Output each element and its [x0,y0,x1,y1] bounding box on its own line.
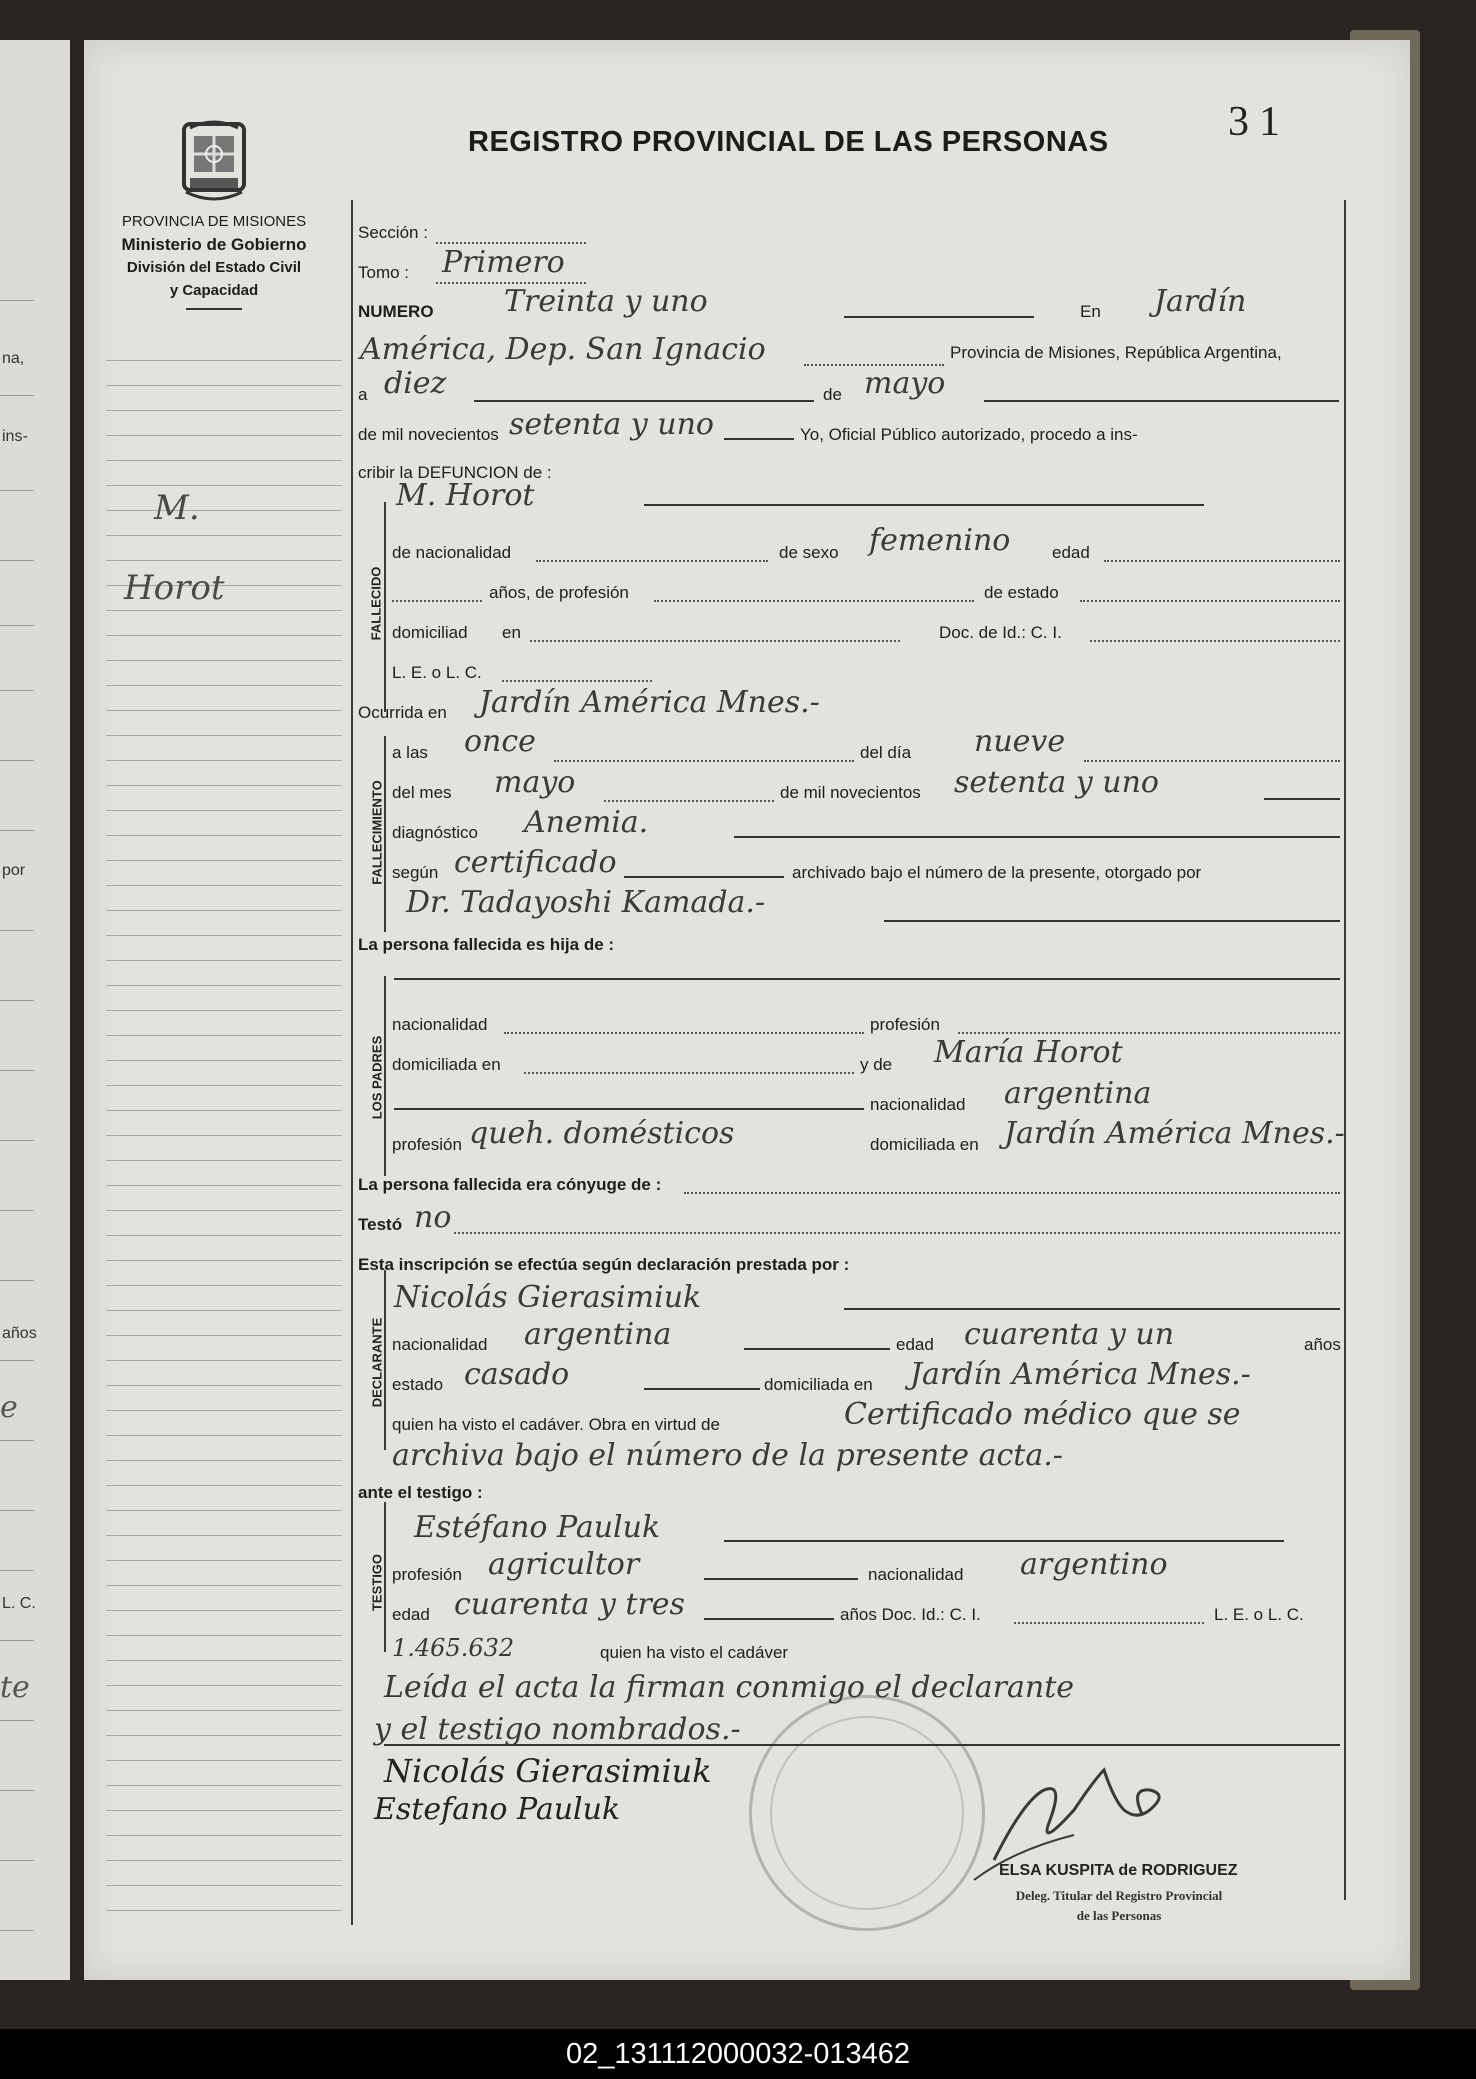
testigo-name: Estéfano Pauluk [414,1510,661,1545]
testigo-le-label: L. E. o L. C. [1214,1605,1304,1624]
issuer-block [84,210,344,310]
official-name: ELSA KUSPITA de RODRIGUEZ [999,1862,1238,1879]
le-label: L. E. o L. C. [392,663,482,682]
declarante-intro: Esta inscripción se efectúa según declaración prestada por : [358,1255,850,1274]
official-title-2: de las Personas [1076,1908,1162,1923]
province-crest-icon [176,114,252,208]
madre-extra-line [394,1108,864,1110]
divider [186,308,242,310]
madre-profesion-label: profesión [392,1135,462,1154]
declarante-obra-value: Certificado médico que se [844,1397,1241,1432]
a-label: a [358,385,368,404]
fallecimiento-anio-value: setenta y uno [954,765,1159,800]
document-id-bar: 02_131112000032-013462 [0,2029,1476,2079]
padre-profesion-line [958,1032,1340,1034]
padre-domiciliada-label: domiciliada en [392,1055,501,1074]
prev-stub-handwriting: e [0,1390,18,1425]
madre-nacionalidad-value: argentina [1004,1076,1152,1111]
del-dia-line [1084,760,1340,762]
register-page [84,40,1410,1980]
declarante-edad-label: edad [896,1335,934,1354]
page-title: REGISTRO PROVINCIAL DE LAS PERSONAS [468,126,1109,158]
padre-name-line [394,978,1340,980]
le-line [502,680,652,682]
padre-nacionalidad-label: nacionalidad [392,1015,488,1034]
del-mes-value: mayo [494,765,576,800]
domicilio-line [530,640,900,642]
estado-label: de estado [984,583,1059,602]
testigo-name-line [724,1540,1284,1542]
declarante-edad-value: cuarenta y un [964,1317,1175,1352]
otorgado-line [884,920,1340,922]
madre-name: María Horot [934,1035,1123,1070]
stub-surname: Horot [124,568,225,608]
prev-stub-text: ins- [2,428,28,445]
conyuge-line [684,1192,1340,1194]
lugar-value: América, Dep. San Ignacio [360,332,766,367]
doc-line [1090,640,1340,642]
testigo-anios-doc-label: años Doc. Id.: C. I. [840,1605,981,1624]
mil-label: de mil novecientos [358,425,499,444]
en-value: Jardín [1154,284,1247,319]
prev-stub-text: L. C. [2,1595,36,1612]
page-number: 31 [1228,99,1290,145]
testigo-edad-line [704,1618,834,1620]
testigo-intro: ante el testigo : [358,1483,483,1502]
padres-intro: La persona fallecida es hija de : [358,935,615,954]
testigo-nacionalidad-label: nacionalidad [868,1565,964,1584]
doc-label: Doc. de Id.: C. I. [939,623,1062,642]
closing-line-rule [384,1744,1340,1746]
fallecido-name-line [644,504,1204,506]
testigo-doc-number: 1.465.632 [392,1634,515,1662]
padres-section-label: LOS PADRES [369,1035,385,1120]
numero-line [844,316,1034,318]
declarante-signature: Nicolás Gierasimiuk [384,1752,712,1790]
fallecido-section-label: FALLECIDO [368,566,384,641]
declarante-nac-line [744,1348,890,1350]
testigo-edad-label: edad [392,1605,430,1624]
tomo-label: Tomo : [358,263,410,282]
mes-line [984,400,1339,402]
edad-line [1104,560,1340,562]
fallecido-bracket [384,502,386,712]
seccion-label: Sección : [358,223,428,242]
declarante-estado-label: estado [392,1375,444,1394]
declarante-nacionalidad-label: nacionalidad [392,1335,488,1354]
padre-nacionalidad-line [504,1032,864,1034]
declarante-domiciliada-label: domiciliada en [764,1375,873,1394]
madre-profesion-value: queh. domésticos [469,1116,735,1151]
dia-value: diez [384,366,447,401]
del-mes-label: del mes [392,783,452,802]
fallecimiento-mil-label: de mil novecientos [780,783,921,802]
issuer-province: PROVINCIA DE MISIONES [121,213,307,230]
fallecido-name: M. Horot [396,478,535,513]
testigo-nacionalidad-value: argentino [1020,1547,1168,1582]
y-de-label: y de [860,1055,893,1074]
domiciliado-label: domiciliad [392,623,468,642]
closing-line-2: y el testigo nombrados.- [374,1712,741,1747]
numero-label: NUMERO [358,302,434,321]
testigo-profesion-line [704,1578,858,1580]
diagnostico-line [734,836,1340,838]
issuer-division: División del Estado Civil [126,259,302,276]
en-label: En [1080,302,1101,321]
conyuge-label: La persona fallecida era cónyuge de : [358,1175,662,1194]
declarante-estado-line [644,1388,760,1390]
a-las-label: a las [392,743,428,762]
testigo-doc-line [1014,1622,1204,1624]
sexo-value: femenino [869,523,1011,558]
fallecido-nacionalidad-line [536,560,768,562]
issuer-ministry: Ministerio de Gobierno [121,235,307,254]
official-title-1: Deleg. Titular del Registro Provincial [1015,1888,1223,1903]
testo-line [454,1232,1340,1234]
official-seal-stamp [749,1695,985,1931]
mes-value: mayo [864,366,946,401]
madre-domiciliada-value: Jardín América Mnes.- [1004,1116,1345,1151]
prev-stub-text: por [2,862,26,879]
seccion-line [436,242,586,244]
declarante-name-line [844,1308,1340,1310]
anios-line [392,600,482,602]
testigo-profesion-label: profesión [392,1565,462,1584]
fallecimiento-anio-line [1264,798,1340,800]
padre-profesion-label: profesión [870,1015,940,1034]
oficial-text: Yo, Oficial Público autorizado, procedo a ins- [800,425,1138,444]
testo-label: Testó [358,1215,403,1234]
a-las-value: once [464,724,536,759]
fallecido-nacionalidad-label: de nacionalidad [392,543,512,562]
numero-value: Treinta y uno [504,284,708,319]
closing-line-1: Leída el acta la firman conmigo el declarante [384,1670,1075,1705]
del-dia-label: del día [860,743,912,762]
declarante-archiva-value: archiva bajo el número de la presente acta.- [392,1438,1063,1473]
inscribir-text: cribir la DEFUNCION de : [358,463,552,482]
provincia-text: Provincia de Misiones, República Argentina, [950,343,1282,362]
declarante-domiciliada-value: Jardín América Mnes.- [910,1357,1251,1392]
padre-domicilio-line [524,1072,854,1074]
testigo-profesion-value: agricultor [488,1547,640,1582]
declarante-cadaver-text: quien ha visto el cadáver. Obra en virtud de [392,1415,720,1434]
prev-stub-text: na, [2,350,25,367]
dia-line [474,400,814,402]
diagnostico-value: Anemia. [524,805,649,840]
ocurrida-value: Jardín América Mnes.- [479,685,820,720]
sexo-label: de sexo [779,543,839,562]
declarante-estado-value: casado [464,1357,570,1392]
tomo-value: Primero [442,245,565,280]
testigo-edad-value: cuarenta y tres [454,1587,685,1622]
column-divider [351,200,353,1925]
declarante-nacionalidad-value: argentina [524,1317,672,1352]
del-mes-line [604,800,774,802]
testigo-signature: Estefano Pauluk [374,1792,621,1827]
right-margin-rule [1344,200,1346,1900]
declarante-name: Nicolás Gierasimiuk [394,1280,702,1315]
issuer-capacity: y Capacidad [169,282,259,299]
prev-stub-text: años [2,1325,37,1342]
segun-line [624,876,784,878]
archivado-text: archivado bajo el número de la presente, otorgado por [792,863,1202,882]
de-label: de [823,385,842,404]
fallecimiento-section-label: FALLECIMIENTO [369,780,385,885]
madre-nacionalidad-label: nacionalidad [870,1095,966,1114]
segun-label: según [392,863,439,882]
anio-line [724,438,794,440]
estado-line [1080,600,1340,602]
stub-name-initial: M. [154,488,200,528]
declarante-section-label: DECLARANTE [369,1317,385,1408]
domiciliado-en-label: en [502,623,521,642]
edad-label: edad [1052,543,1090,562]
previous-page-edge [0,40,73,1980]
ocurrida-label: Ocurrida en [358,703,447,722]
prev-stub-handwriting: te [0,1670,30,1705]
testigo-section-label: TESTIGO [369,1553,385,1612]
anio-value: setenta y uno [509,407,714,442]
declarante-anios-label: años [1304,1335,1341,1354]
otorgado-value: Dr. Tadayoshi Kamada.- [406,885,766,920]
a-las-line [554,760,854,762]
profesion-line [654,600,974,602]
madre-domiciliada-label: domiciliada en [870,1135,979,1154]
segun-value: certificado [454,845,617,880]
anios-profesion-label: años, de profesión [489,583,629,602]
testigo-cadaver-text: quien ha visto el cadáver [600,1643,789,1662]
testo-value: no [414,1200,452,1235]
diagnostico-label: diagnóstico [392,823,479,842]
del-dia-value: nueve [974,724,1066,759]
